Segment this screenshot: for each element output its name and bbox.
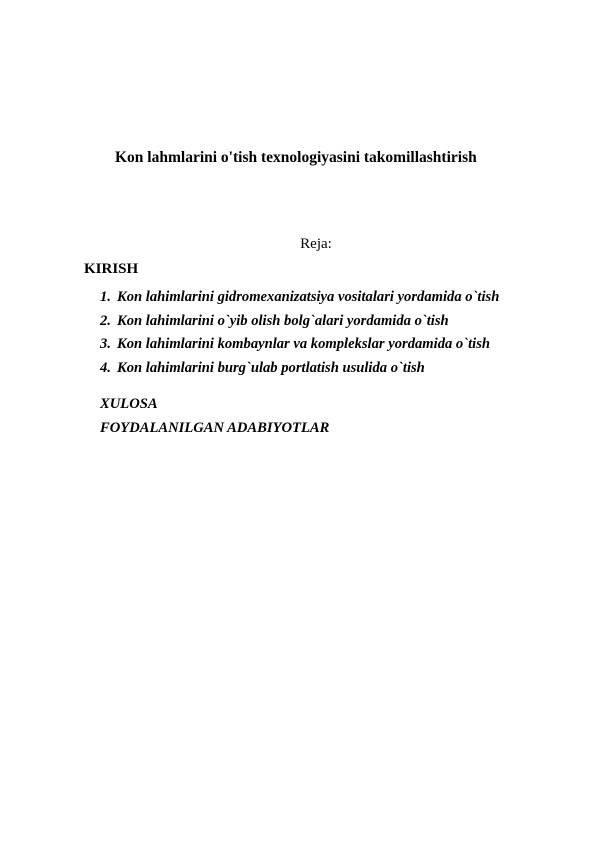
table-of-contents [100,286,499,380]
conclusion-heading: XULOSA [100,396,158,412]
toc-item-number: 4. [100,359,111,376]
toc-item-number: 1. [100,289,111,305]
toc-item-text: Kon lahimlarini gidromexanizatsiya vositalari yordamida o`tish [117,289,500,305]
toc-item-number: 2. [100,312,111,329]
toc-item [100,310,499,334]
toc-item-text: Kon lahimlarini kombaynlar va komplekslar yordamida o`tish [117,336,490,352]
toc-item-text: Kon lahimlarini burg`ulab portlatish usulida o`tish [117,359,425,376]
toc-item [100,333,499,357]
plan-heading: Reja: [300,236,332,252]
intro-heading: KIRISH [84,261,139,277]
toc-item [100,286,499,310]
toc-item [100,357,499,381]
toc-item-text: Kon lahimlarini o`yib olish bolg`alari yordamida o`tish [117,312,449,329]
toc-item-number: 3. [100,336,111,352]
document-title: Kon lahmlarini o'tish texnologiyasini takomillashtirish [115,149,477,166]
references-heading: FOYDALANILGAN ADABIYOTLAR [100,420,330,436]
